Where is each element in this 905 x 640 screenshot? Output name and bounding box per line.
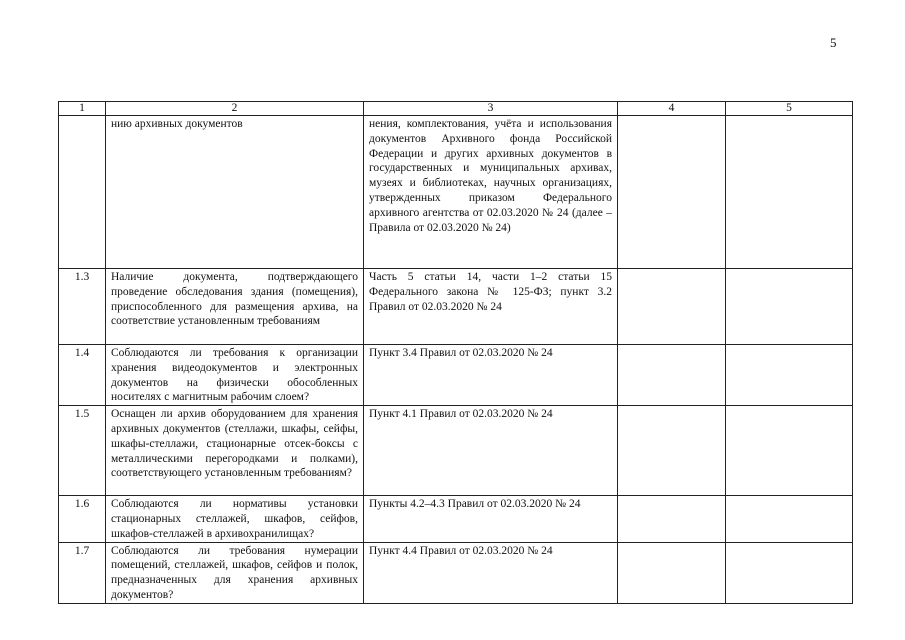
requirement-question: Соблюдаются ли требования к организации хранения видеодокументов и электронных документов на физически обособленных носителях с магнитным рабочим слоем? bbox=[106, 345, 364, 406]
answer-cell bbox=[618, 542, 726, 603]
requirement-question: Наличие документа, подтверждающего проведение обследования здания (помещения), приспособленного для размещения архива, на соответствие установленным требованиям bbox=[106, 269, 364, 345]
row-number bbox=[59, 116, 106, 269]
answer-cell bbox=[618, 345, 726, 406]
legal-basis: нения, комплектования, учёта и использования документов Архивного фонда Российской Федерации и других архивных документов в государственных и муниципальных архивах, музеях и библиотеках, научных организациях, утвержденных приказом Федерального архивного агентства от 02.03.2020 № 24 (далее – Правила от 02.03.2020 № 24) bbox=[364, 116, 618, 269]
note-cell bbox=[726, 406, 853, 496]
header-cell: 1 bbox=[59, 102, 106, 116]
header-cell: 3 bbox=[364, 102, 618, 116]
header-cell: 2 bbox=[106, 102, 364, 116]
page-number: 5 bbox=[830, 35, 837, 50]
note-cell bbox=[726, 269, 853, 345]
header-cell: 5 bbox=[726, 102, 853, 116]
row-number: 1.3 bbox=[59, 269, 106, 345]
table-row bbox=[59, 496, 853, 542]
row-number: 1.6 bbox=[59, 496, 106, 542]
header-cell: 4 bbox=[618, 102, 726, 116]
requirement-question: Соблюдаются ли требования нумерации помещений, стеллажей, шкафов, сейфов и полок, предназначенных для хранения архивных документов? bbox=[106, 542, 364, 603]
note-cell bbox=[726, 496, 853, 542]
checklist-table bbox=[58, 101, 853, 604]
answer-cell bbox=[618, 496, 726, 542]
requirement-question: Оснащен ли архив оборудованием для хранения архивных документов (стеллажи, шкафы, сейфы, шкафы-стеллажи, стационарные отсек-боксы с металлическими перегородками и полками), соответствующего установленным требованиям? bbox=[106, 406, 364, 496]
table-row bbox=[59, 542, 853, 603]
legal-basis: Пункт 3.4 Правил от 02.03.2020 № 24 bbox=[364, 345, 618, 406]
answer-cell bbox=[618, 406, 726, 496]
legal-basis: Пункт 4.4 Правил от 02.03.2020 № 24 bbox=[364, 542, 618, 603]
table-header-row bbox=[59, 102, 853, 116]
note-cell bbox=[726, 542, 853, 603]
note-cell bbox=[726, 116, 853, 269]
note-cell bbox=[726, 345, 853, 406]
row-number: 1.5 bbox=[59, 406, 106, 496]
legal-basis: Часть 5 статьи 14, части 1–2 статьи 15 Федерального закона № 125-ФЗ; пункт 3.2 Правил от 02.03.2020 № 24 bbox=[364, 269, 618, 345]
answer-cell bbox=[618, 269, 726, 345]
requirement-question: Соблюдаются ли нормативы установки стационарных стеллажей, шкафов, сейфов, шкафов-стеллажей в архивохранилищах? bbox=[106, 496, 364, 542]
table-row bbox=[59, 345, 853, 406]
legal-basis: Пункт 4.1 Правил от 02.03.2020 № 24 bbox=[364, 406, 618, 496]
table-row bbox=[59, 269, 853, 345]
legal-basis: Пункты 4.2–4.3 Правил от 02.03.2020 № 24 bbox=[364, 496, 618, 542]
row-number: 1.7 bbox=[59, 542, 106, 603]
table-row bbox=[59, 116, 853, 269]
row-number: 1.4 bbox=[59, 345, 106, 406]
requirement-question: нию архивных документов bbox=[106, 116, 364, 269]
answer-cell bbox=[618, 116, 726, 269]
table-row bbox=[59, 406, 853, 496]
